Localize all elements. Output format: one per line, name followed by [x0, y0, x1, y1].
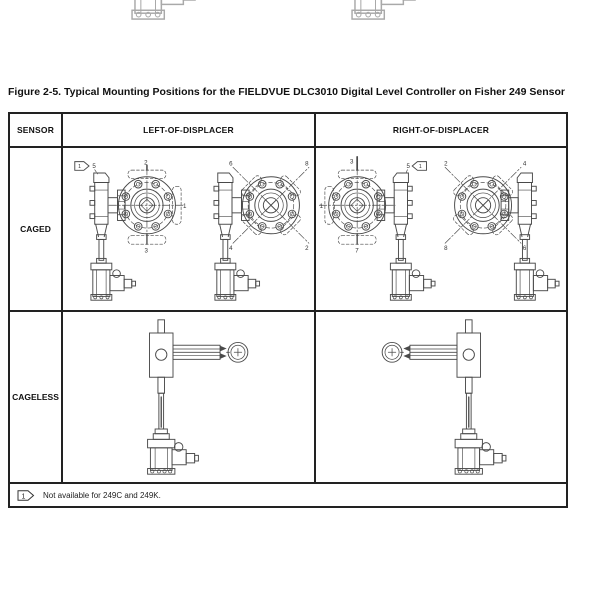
cageless-right-of-displacer-cell	[316, 312, 566, 482]
row-label-cageless: CAGELESS	[10, 312, 61, 482]
caged-left-of-displacer-cell	[63, 148, 314, 310]
figure-title: Figure 2-5. Typical Mounting Positions for the FIELDVUE DLC3010 Digital Level Controller on Fisher 249 Sensor	[8, 86, 565, 98]
caged-right-diagonal-view-drawing	[443, 154, 563, 304]
mounting-positions-table	[8, 112, 568, 508]
caged-right-front-view-drawing	[319, 154, 439, 304]
footnote-flag-icon	[74, 162, 88, 171]
footnote-text: Not available for 249C and 249K.	[43, 490, 161, 500]
position-label: 2	[304, 244, 309, 252]
column-header-left-of-displacer: LEFT-OF-DISPLACER	[63, 114, 314, 146]
caged-left-front-view-drawing	[67, 154, 187, 304]
cageless-left-of-displacer-cell	[63, 312, 314, 482]
footnote-flag-number: 1	[418, 163, 422, 170]
position-label: 2	[444, 160, 448, 168]
footnote-flag-icon	[17, 490, 35, 501]
position-label: 1	[182, 203, 186, 211]
part-label: 5	[406, 163, 410, 171]
cageless-left-drawing	[109, 317, 269, 477]
position-label: 3	[144, 247, 148, 255]
position-label: 8	[444, 244, 448, 252]
row-label-caged: CAGED	[10, 148, 61, 310]
position-label: 1	[319, 203, 324, 211]
column-header-sensor: SENSOR	[10, 114, 61, 146]
footnote-flag-number: 1	[77, 163, 81, 170]
position-label: 4	[228, 244, 233, 252]
position-label: 8	[304, 160, 309, 168]
caged-right-of-displacer-cell	[316, 148, 566, 310]
caged-left-diagonal-view-drawing	[191, 154, 311, 304]
cropped-figure-fragment	[333, 0, 418, 22]
position-label: 4	[522, 160, 527, 168]
column-header-right-of-displacer: RIGHT-OF-DISPLACER	[316, 114, 566, 146]
position-label: 6	[522, 244, 527, 252]
position-label: 7	[355, 247, 359, 255]
position-label: 3	[350, 158, 354, 166]
part-label: 5	[91, 163, 96, 171]
cropped-figure-fragment	[113, 0, 198, 22]
position-label: 6	[228, 160, 233, 168]
position-label: 2	[143, 159, 148, 167]
cageless-right-drawing	[361, 317, 521, 477]
footnote-flag-number: 1	[21, 493, 26, 501]
footnote-row	[10, 484, 566, 506]
